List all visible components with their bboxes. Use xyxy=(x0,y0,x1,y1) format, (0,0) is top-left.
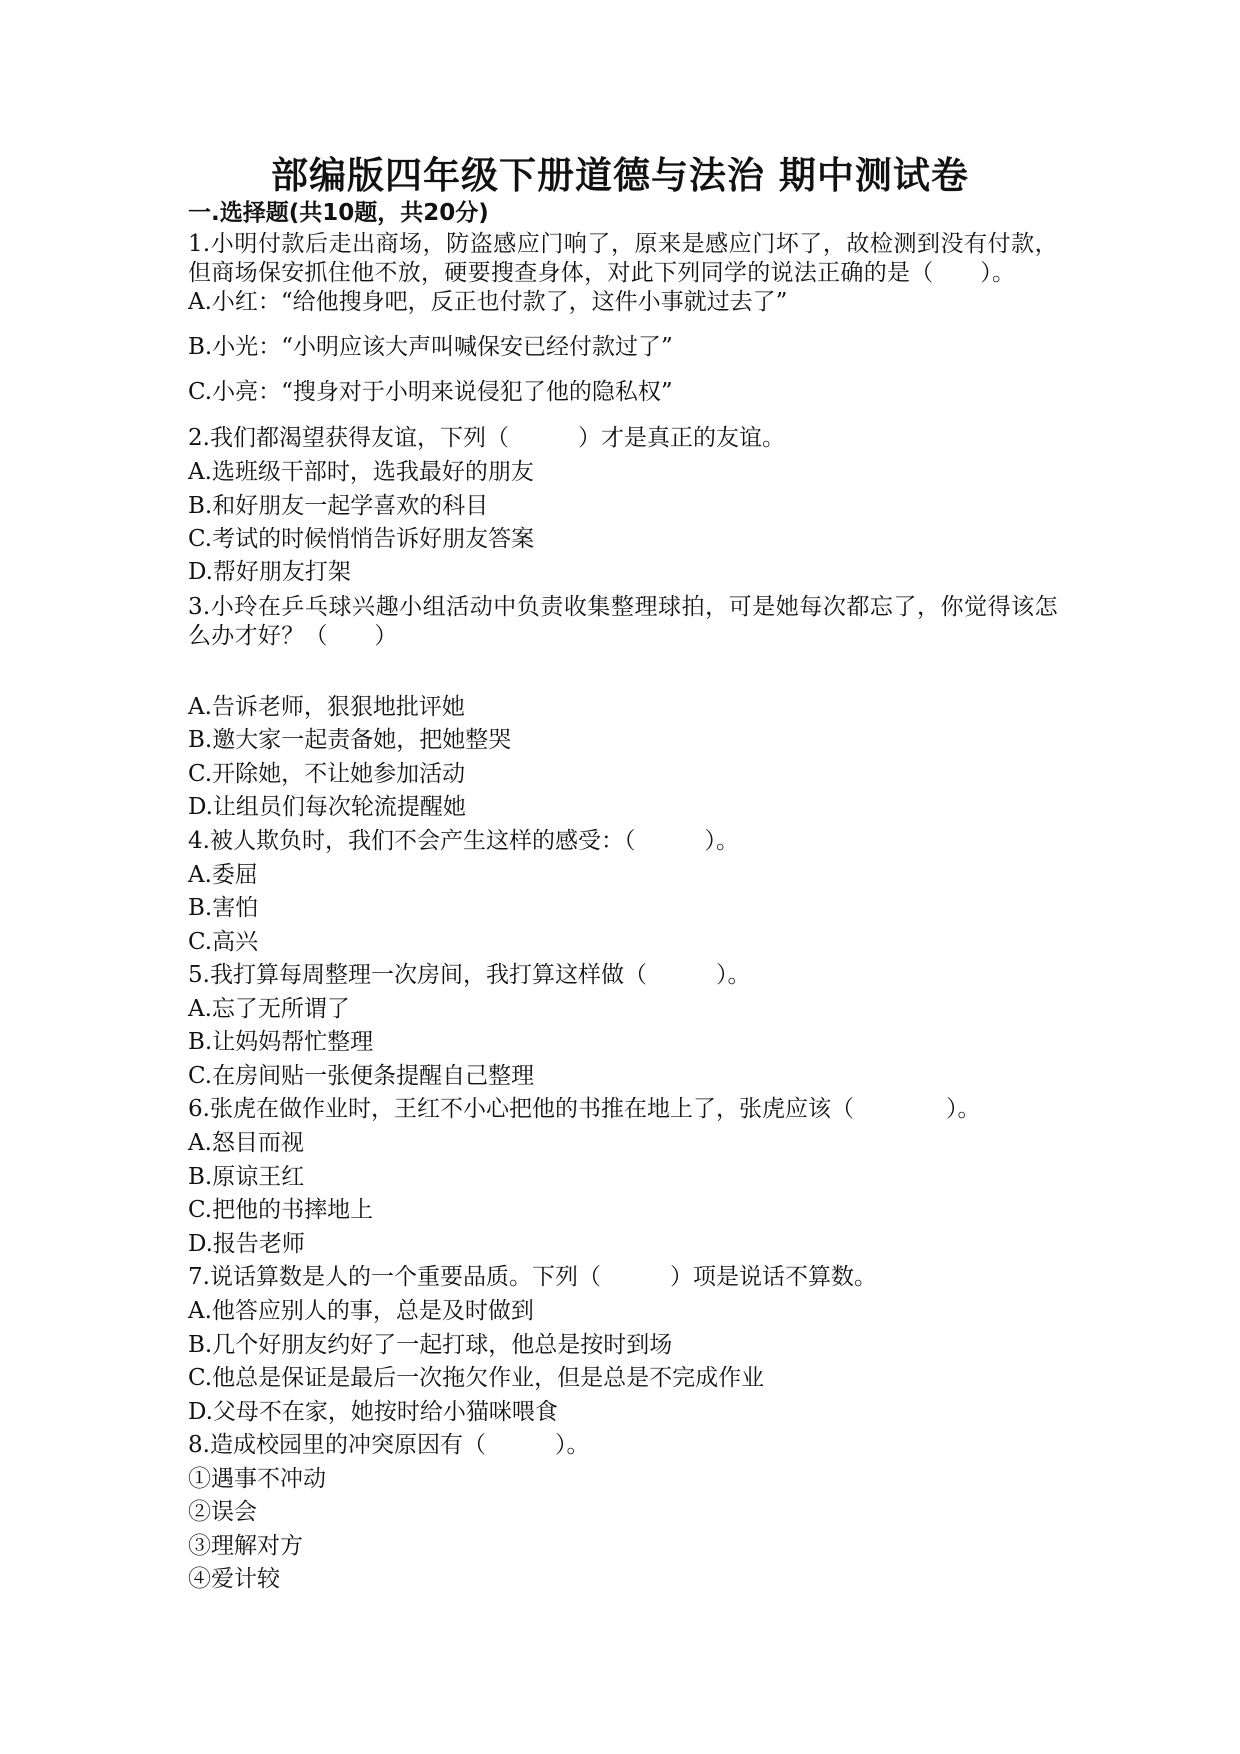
question-5-option-b: B.让妈妈帮忙整理 xyxy=(188,1029,374,1055)
question-4-stem: 4.被人欺负时，我们不会产生这样的感受：（ ）。 xyxy=(188,828,739,854)
question-2-option-b: B.和好朋友一起学喜欢的科目 xyxy=(188,493,489,519)
question-4-option-b: B.害怕 xyxy=(188,895,259,921)
question-3-option-c: C.开除她，不让她参加活动 xyxy=(188,761,466,787)
question-3-option-a: A.告诉老师，狠狠地批评她 xyxy=(188,694,465,720)
question-8-option-2: ②误会 xyxy=(188,1499,257,1525)
question-6-option-a: A.怒目而视 xyxy=(188,1130,304,1156)
section-heading: 一.选择题(共10题，共20分) xyxy=(188,200,489,226)
question-8-stem: 8.造成校园里的冲突原因有（ ）。 xyxy=(188,1432,590,1458)
question-7-option-b: B.几个好朋友约好了一起打球，他总是按时到场 xyxy=(188,1332,673,1358)
question-4-option-a: A.委屈 xyxy=(188,862,258,888)
question-4-option-c: C.高兴 xyxy=(188,929,259,955)
question-5-option-c: C.在房间贴一张便条提醒自己整理 xyxy=(188,1063,535,1089)
question-1-option-b: B.小光：“小明应该大声叫喊保安已经付款过了” xyxy=(188,334,673,360)
question-1-option-c: C.小亮：“搜身对于小明来说侵犯了他的隐私权” xyxy=(188,379,673,405)
question-2-option-d: D.帮好朋友打架 xyxy=(188,559,351,585)
document-title: 部编版四年级下册道德与法治 期中测试卷 xyxy=(271,154,969,197)
question-5-option-a: A.忘了无所谓了 xyxy=(188,996,350,1022)
question-6-option-c: C.把他的书摔地上 xyxy=(188,1197,374,1223)
question-3-option-d: D.让组员们每次轮流提醒她 xyxy=(188,794,466,820)
question-7-option-d: D.父母不在家，她按时给小猫咪喂食 xyxy=(188,1399,558,1425)
question-2-option-a: A.选班级干部时，选我最好的朋友 xyxy=(188,459,534,485)
question-3-stem: 3.小玲在乒乓球兴趣小组活动中负责收集整理球拍，可是她每次都忘了，你觉得该怎么办才好？（ ） xyxy=(188,594,1058,649)
question-7-option-a: A.他答应别人的事，总是及时做到 xyxy=(188,1298,534,1324)
question-7-option-c: C.他总是保证是最后一次拖欠作业，但是总是不完成作业 xyxy=(188,1365,765,1391)
question-7-stem: 7.说话算数是人的一个重要品质。下列（ ）项是说话不算数。 xyxy=(188,1264,877,1290)
question-2-stem: 2.我们都渴望获得友谊，下列（ ）才是真正的友谊。 xyxy=(188,425,785,451)
question-2-option-c: C.考试的时候悄悄告诉好朋友答案 xyxy=(188,526,535,552)
question-8-option-4: ④爱计较 xyxy=(188,1566,280,1592)
question-1-stem: 1.小明付款后走出商场，防盗感应门响了，原来是感应门坏了，故检测到没有付款，但商场保安抓住他不放，硬要搜查身体，对此下列同学的说法正确的是（ ）。 xyxy=(188,231,1058,286)
question-3-option-b: B.邀大家一起责备她，把她整哭 xyxy=(188,727,512,753)
question-6-option-b: B.原谅王红 xyxy=(188,1164,305,1190)
question-8-option-1: ①遇事不冲动 xyxy=(188,1466,326,1492)
question-5-stem: 5.我打算每周整理一次房间，我打算这样做（ ）。 xyxy=(188,962,751,988)
question-8-option-3: ③理解对方 xyxy=(188,1533,303,1559)
question-1-option-a: A.小红：“给他搜身吧，反正也付款了，这件小事就过去了” xyxy=(188,289,788,315)
question-6-option-d: D.报告老师 xyxy=(188,1231,305,1257)
question-6-stem: 6.张虎在做作业时，王红不小心把他的书推在地上了，张虎应该（ ）。 xyxy=(188,1096,981,1122)
